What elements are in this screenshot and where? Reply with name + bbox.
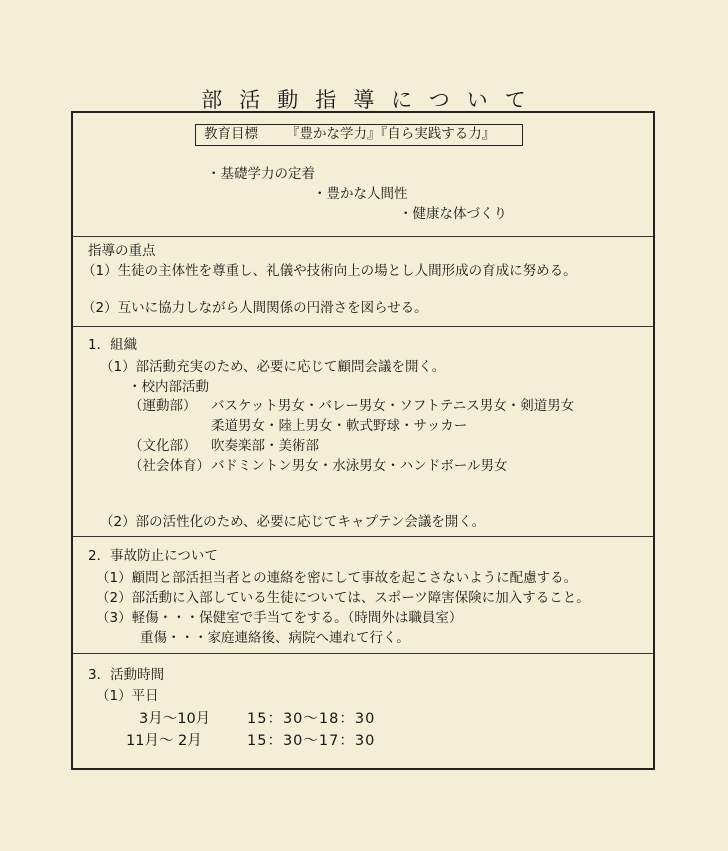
content-frame bbox=[71, 111, 655, 770]
club-list: 吹奏楽部・美術部 bbox=[211, 438, 319, 454]
hours-time: 15：30～17：30 bbox=[247, 733, 376, 749]
hours-heading: 3．活動時間 bbox=[88, 667, 165, 683]
accident-item: （1）顧問と部活担当者との連絡を密にして事故を起こさないように配慮する。 bbox=[96, 570, 578, 586]
club-group-label: （運動部） bbox=[129, 398, 197, 414]
hours-section bbox=[73, 654, 653, 768]
focus-item: （2）互いに協力しながら人間関係の円滑さを図らせる。 bbox=[82, 300, 428, 316]
accident-section bbox=[73, 537, 653, 654]
hours-period: 11月～ 2月 bbox=[126, 733, 202, 749]
goals-section bbox=[73, 113, 653, 237]
hours-period: 3月～10月 bbox=[139, 711, 211, 727]
focus-section bbox=[73, 237, 653, 327]
organization-item: （1）部活動充実のため、必要に応じて顧問会議を開く。 bbox=[100, 359, 446, 375]
accident-item-cont: 重傷・・・家庭連絡後、病院へ連れて行く。 bbox=[140, 630, 410, 646]
club-list-heading: ・校内部活動 bbox=[128, 379, 209, 395]
goal-label: 教育目標 bbox=[204, 126, 258, 142]
club-list: バドミントン男女・水泳男女・ハンドボール男女 bbox=[211, 458, 508, 474]
accident-item: （2）部活動に入部している生徒については、スポーツ障害保険に加入すること。 bbox=[96, 590, 590, 606]
goal-item: ・豊かな人間性 bbox=[313, 186, 408, 202]
goal-slogan: 『豊かな学力』『自ら実践する力』 bbox=[286, 126, 496, 142]
accident-heading: 2．事故防止について bbox=[88, 548, 218, 564]
hours-time: 15：30～18：30 bbox=[247, 711, 376, 727]
club-list: 柔道男女・陸上男女・軟式野球・サッカー bbox=[211, 418, 468, 434]
accident-item: （3）軽傷・・・保健室で手当てをする。（時間外は職員室） bbox=[96, 610, 463, 626]
club-group-label: （文化部） bbox=[129, 438, 197, 454]
focus-item: （1）生徒の主体性を尊重し、礼儀や技術向上の場とし人間形成の育成に努める。 bbox=[82, 263, 577, 279]
organization-heading: 1．組織 bbox=[88, 337, 138, 353]
organization-item: （2）部の活性化のため、必要に応じてキャプテン会議を開く。 bbox=[100, 514, 486, 530]
goal-item: ・基礎学力の定着 bbox=[207, 166, 315, 182]
organization-section bbox=[73, 327, 653, 537]
hours-item: （1）平日 bbox=[96, 688, 159, 704]
goal-item: ・健康な体づくり bbox=[399, 206, 507, 222]
club-list: バスケット男女・バレー男女・ソフトテニス男女・剣道男女 bbox=[211, 398, 575, 414]
focus-heading: 指導の重点 bbox=[88, 243, 156, 259]
club-group-label: （社会体育） bbox=[129, 458, 210, 474]
page-title: 部活動指導について bbox=[201, 88, 543, 112]
goal-box bbox=[195, 124, 523, 146]
